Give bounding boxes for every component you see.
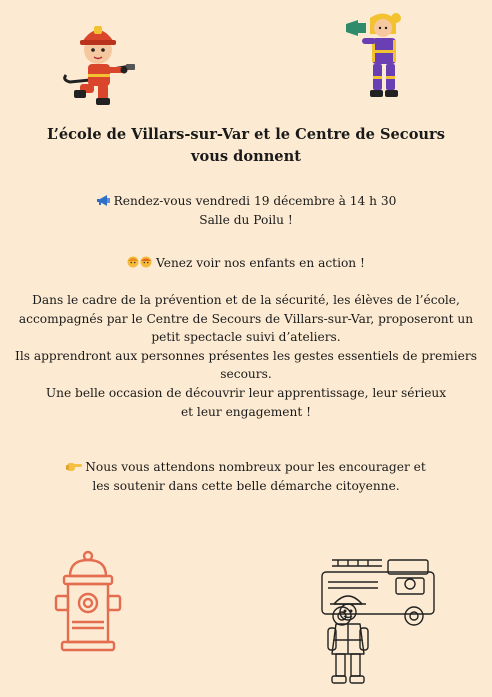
megaphone-icon xyxy=(96,195,111,206)
call-block xyxy=(0,254,492,273)
announcement-block xyxy=(0,192,492,229)
description-line: petit spectacle suivi d’ateliers. xyxy=(151,330,341,345)
invitation-line-2: les soutenir dans cette belle démarche citoyenne. xyxy=(92,478,400,493)
firefighter-girl-illustration xyxy=(344,10,414,100)
description-line: Ils apprendront aux personnes présentes les gestes essentiels de premiers xyxy=(15,348,477,363)
title-line-2: vous donnent xyxy=(191,148,301,165)
invitation-line-1: Nous vous attendons nombreux pour les encourager et xyxy=(85,460,426,474)
flyer-title xyxy=(0,124,492,168)
description-line: Dans le cadre de la prévention et de la sécurité, les élèves de l’école, xyxy=(32,293,460,307)
pointing-hand-icon xyxy=(66,461,82,472)
description-line: accompagnés par le Centre de Secours de Villars-sur-Var, proposeront un xyxy=(18,311,474,326)
fire-hydrant-illustration xyxy=(50,550,126,654)
description-block xyxy=(0,291,492,421)
description-line: secours. xyxy=(220,367,272,382)
invitation-block xyxy=(0,458,492,495)
description-line: et leur engagement ! xyxy=(180,404,312,419)
firefighter-boy-illustration xyxy=(60,12,142,108)
announcement-line-2: Salle du Poilu ! xyxy=(199,212,293,227)
call-text: Venez voir nos enfants en action ! xyxy=(156,256,365,270)
description-line: Une belle occasion de découvrir leur apprentissage, leur sérieux xyxy=(45,385,447,400)
title-line-1: L’école de Villars-sur-Var et le Centre de Secours xyxy=(47,126,445,143)
fire-truck-illustration xyxy=(318,552,440,686)
children-faces-icon xyxy=(127,256,153,268)
announcement-line-1: Rendez-vous vendredi 19 décembre à 14 h 30 xyxy=(113,194,397,208)
